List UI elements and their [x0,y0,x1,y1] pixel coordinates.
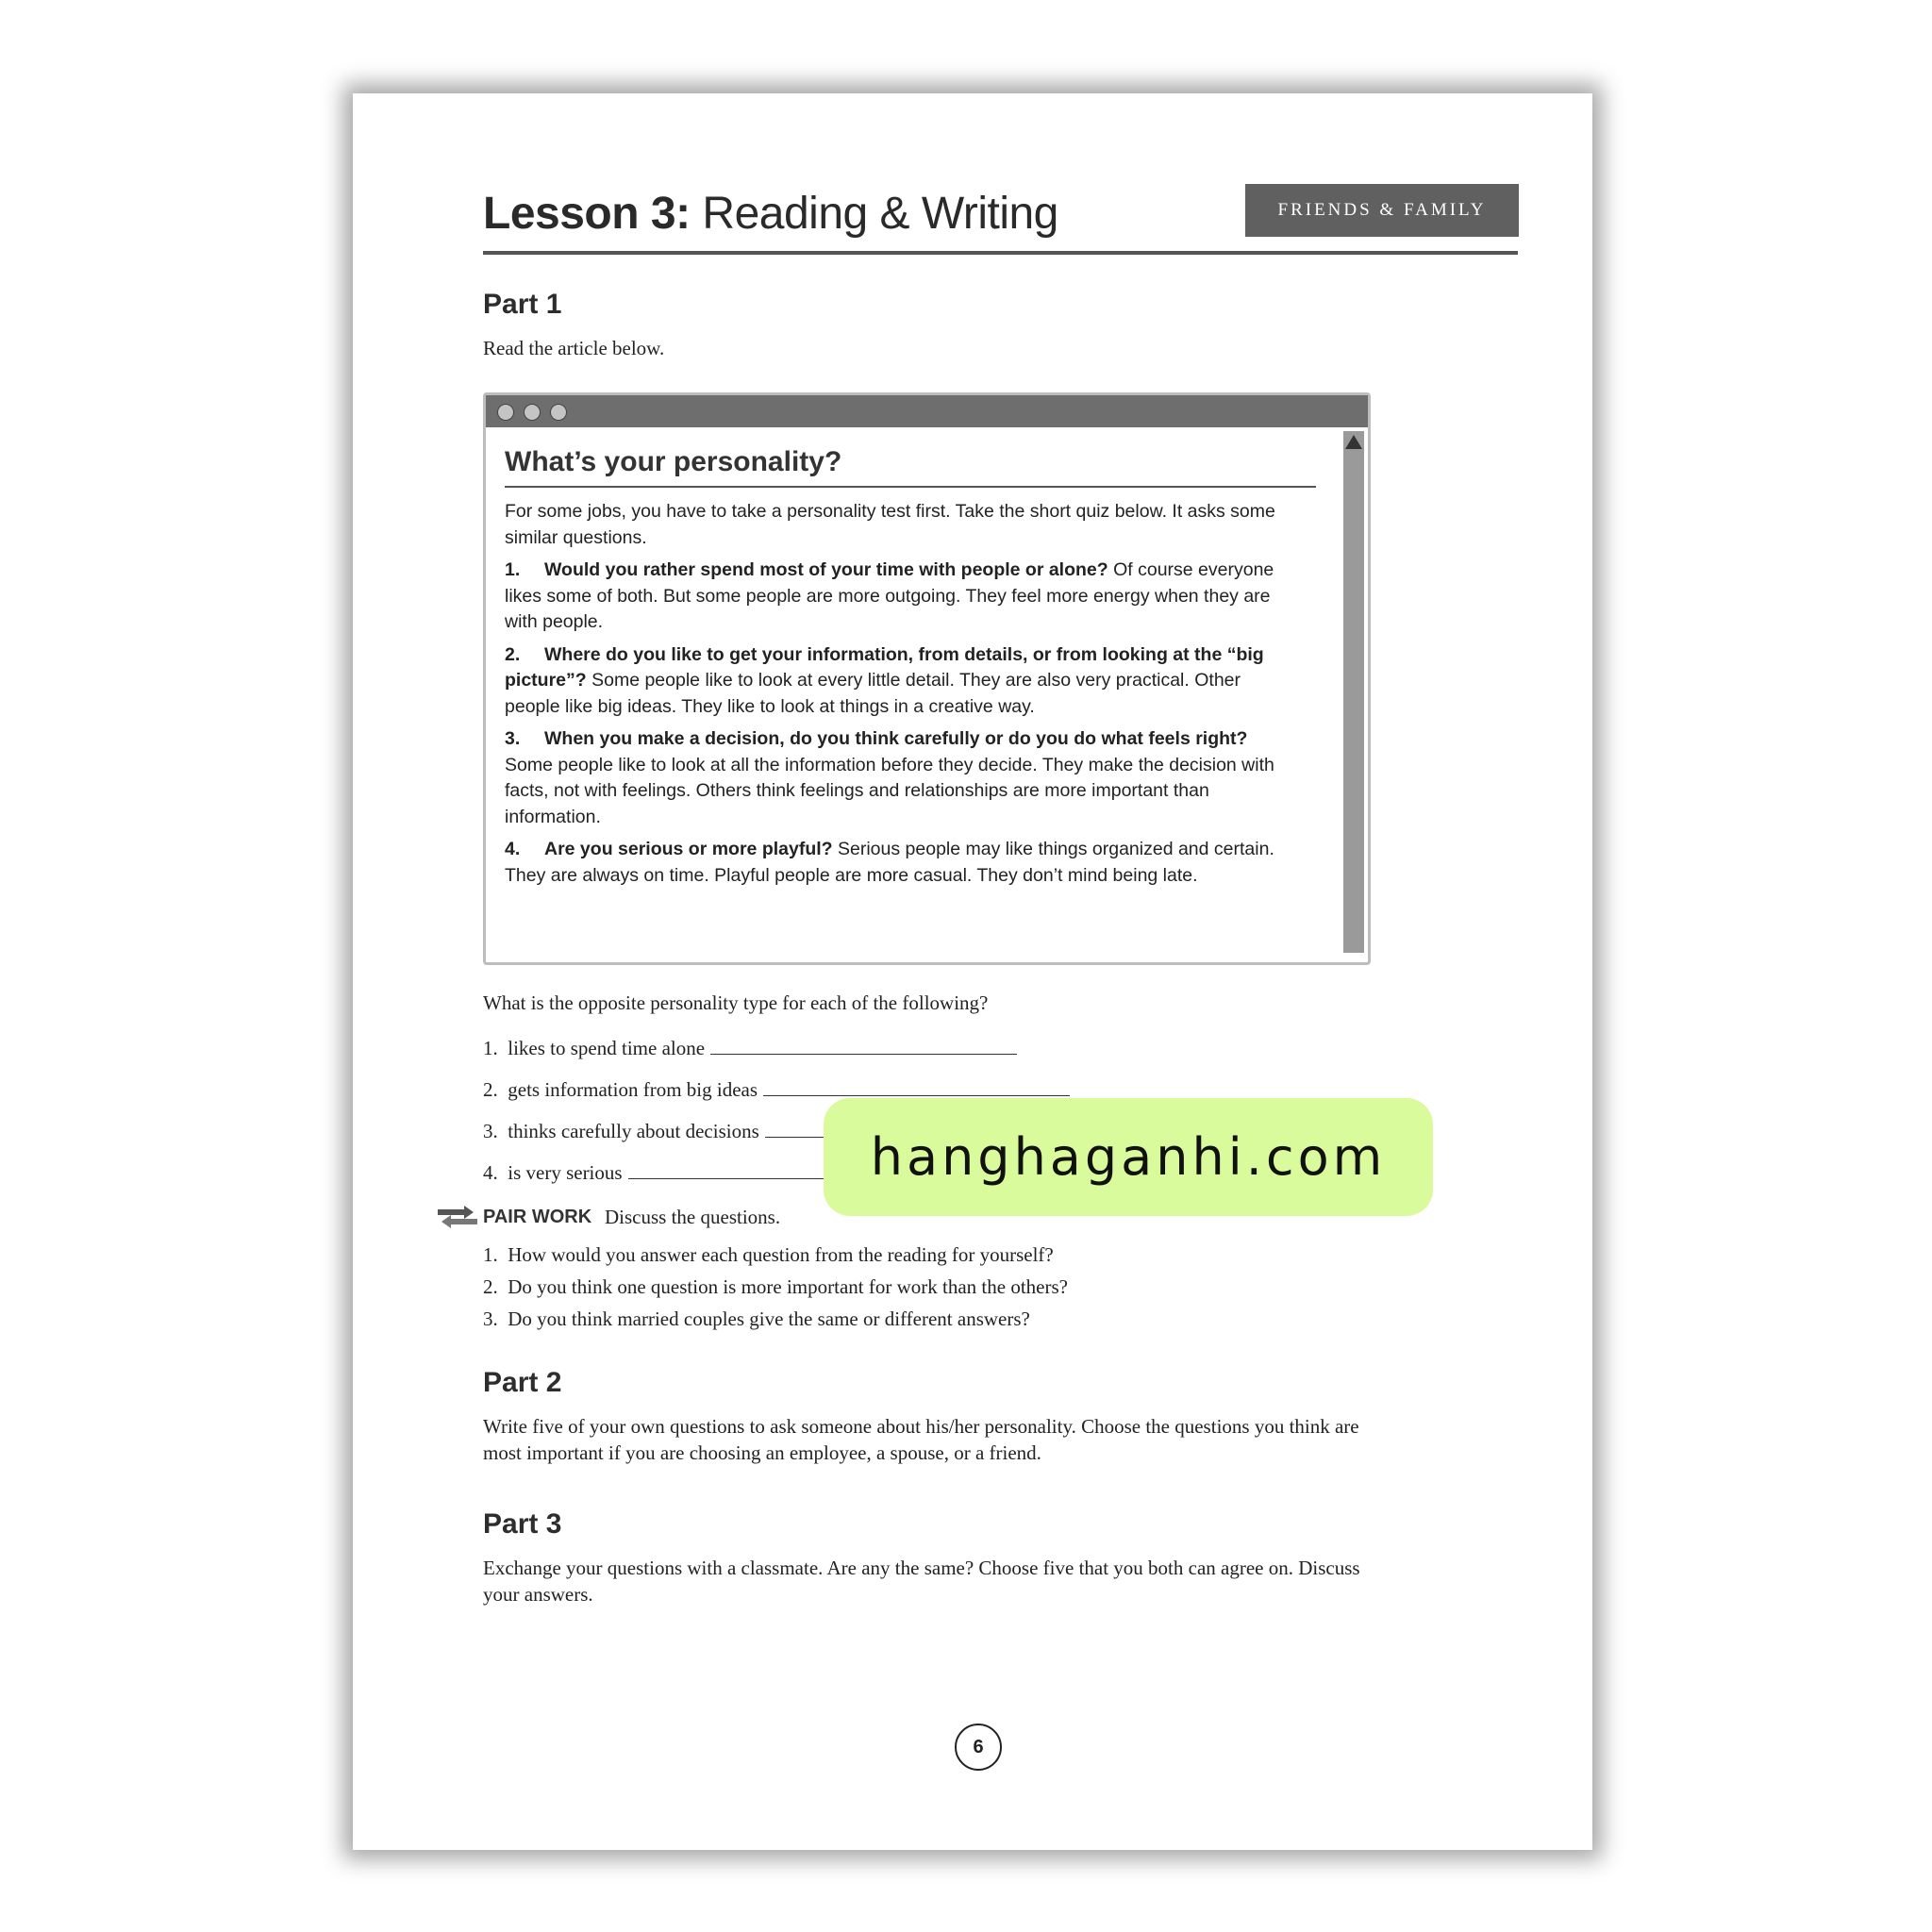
discussion-question: 2. Do you think one question is more important for work than the others? [483,1275,1068,1298]
window-title-bar [486,395,1368,427]
exercise-item: 1. likes to spend time alone [483,1037,1017,1060]
part1-instruction: Read the article below. [483,337,665,359]
pair-work-icon [436,1204,479,1232]
window-maximize-icon[interactable] [550,404,567,421]
watermark-banner: hanghaganhi.com [824,1098,1433,1216]
article-intro: For some jobs, you have to take a personality test first. Take the short quiz below. It asks some similar questions. [505,501,1275,548]
part3-text: Exchange your questions with a classmate. Are any the same? Choose five that you both can agree on. Discuss your answers. [483,1557,1360,1606]
part2-text: Write five of your own questions to ask someone about his/her personality. Choose the questions you think are most important if you are choosing an employee, a spouse, or a friend. [483,1415,1359,1464]
unit-badge: FRIENDS & FAMILY [1245,184,1519,237]
pair-work-label: PAIR WORK [483,1207,592,1227]
window-close-icon[interactable] [497,404,514,421]
scroll-up-arrow-icon[interactable] [1345,435,1362,449]
exercise-item: 2. gets information from big ideas [483,1078,1070,1102]
part2-heading: Part 2 [483,1367,562,1398]
article-item: 3. When you make a decision, do you think carefully or do you do what feels right? Some people like to look at all the information before they decide. They make the decision with facts, not with feelings. Others think feelings and relationships are more important than information. [505,728,1274,827]
article-item: 1. Would you rather spend most of your time with people or alone? Of course everyone likes some of both. But some people are more outgoing. They feel more energy when they are with people. [505,559,1274,632]
exercise-item: 3. thinks carefully about decisions [483,1120,1072,1143]
discussion-question: 1. How would you answer each question from the reading for yourself? [483,1243,1054,1266]
lesson-number: Lesson 3: [483,189,691,239]
page-number: 6 [955,1724,1002,1771]
discussion-question: 3. Do you think married couples give the same or different answers? [483,1307,1030,1330]
part1-heading: Part 1 [483,289,562,320]
article-rule [505,486,1316,488]
exercise-item: 4. is very serious [483,1161,935,1185]
scrollbar[interactable] [1343,431,1364,953]
opposite-prompt: What is the opposite personality type for each of the following? [483,991,989,1014]
article-title: What’s your personality? [505,446,842,477]
workbook-page [353,93,1592,1850]
answer-blank[interactable] [763,1094,1070,1096]
pair-work-instruction: Discuss the questions. [605,1206,781,1228]
article-body [505,499,1278,895]
title-rule [483,251,1518,255]
part3-heading: Part 3 [483,1508,562,1540]
lesson-title [483,188,1058,240]
article-item: 4. Are you serious or more playful? Serious people may like things organized and certain. They are always on time. Playful people are more casual. They don’t mind being late. [505,839,1274,886]
window-minimize-icon[interactable] [524,404,541,421]
lesson-name: Reading & Writing [702,189,1058,239]
article-window [483,392,1371,965]
article-item: 2. Where do you like to get your information, from details, or from looking at the “big picture”? Some people like to look at every little detail. They are also very practical. Other people like big ideas. They like to look at things in a creative way. [505,643,1264,717]
answer-blank[interactable] [710,1053,1017,1055]
